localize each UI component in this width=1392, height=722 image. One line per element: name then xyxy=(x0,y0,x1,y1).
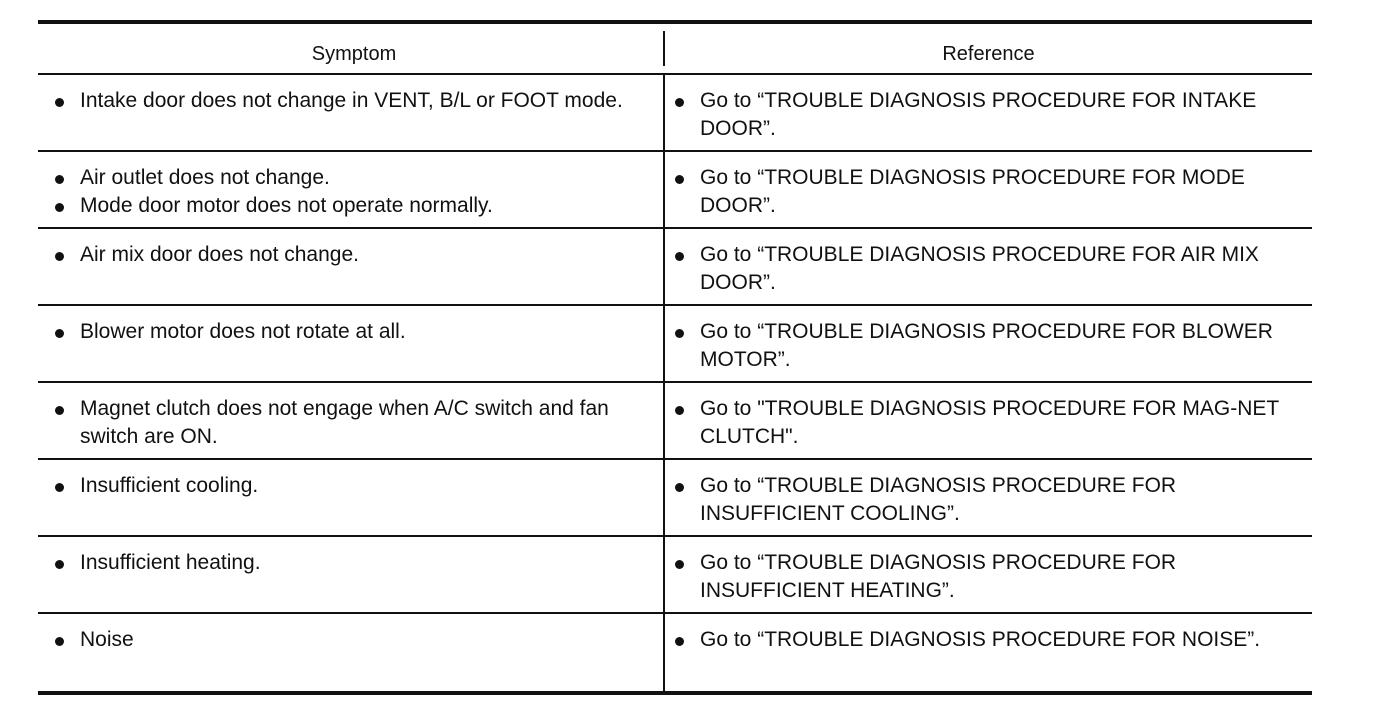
bullet-item xyxy=(55,241,653,269)
bullet-item xyxy=(675,395,1302,451)
bullet-icon xyxy=(55,406,64,415)
table-row xyxy=(38,614,1312,691)
reference-cell xyxy=(665,614,1312,691)
bullet-icon xyxy=(55,252,64,261)
reference-cell xyxy=(665,460,1312,535)
reference-text: Go to “TROUBLE DIAGNOSIS PROCEDURE FOR BLOWER MOTOR”. xyxy=(700,320,1273,371)
reference-text: Go to “TROUBLE DIAGNOSIS PROCEDURE FOR INSUFFICIENT HEATING”. xyxy=(700,551,1177,602)
table-header-row xyxy=(38,24,1312,75)
symptom-cell xyxy=(38,537,665,612)
bullet-icon xyxy=(675,406,684,415)
bullet-icon xyxy=(675,483,684,492)
bullet-item xyxy=(675,318,1302,374)
bullet-icon xyxy=(55,637,64,646)
symptom-text: Mode door motor does not operate normally. xyxy=(80,194,493,217)
reference-cell xyxy=(665,383,1312,458)
reference-cell xyxy=(665,229,1312,304)
bullet-item xyxy=(675,472,1302,528)
bullet-icon xyxy=(675,560,684,569)
symptom-text: Noise xyxy=(80,628,134,651)
bullet-icon xyxy=(675,637,684,646)
bullet-item xyxy=(675,241,1302,297)
bullet-item xyxy=(675,87,1302,143)
bullet-icon xyxy=(55,98,64,107)
bullet-icon xyxy=(675,329,684,338)
reference-text: Go to “TROUBLE DIAGNOSIS PROCEDURE FOR INSUFFICIENT COOLING”. xyxy=(700,474,1177,525)
table-row xyxy=(38,537,1312,614)
bullet-icon xyxy=(55,329,64,338)
bullet-item xyxy=(55,318,653,346)
table-row xyxy=(38,383,1312,460)
symptom-text: Insufficient heating. xyxy=(80,551,261,574)
bullet-icon xyxy=(675,252,684,261)
bullet-icon xyxy=(675,98,684,107)
bullet-item xyxy=(55,549,653,577)
reference-cell xyxy=(665,75,1312,150)
bullet-item xyxy=(55,87,653,115)
symptom-text: Intake door does not change in VENT, B/L or FOOT mode. xyxy=(80,89,623,112)
reference-cell xyxy=(665,152,1312,227)
reference-column-header: Reference xyxy=(942,43,1035,65)
symptom-cell xyxy=(38,152,665,227)
bullet-icon xyxy=(675,175,684,184)
bullet-icon xyxy=(55,175,64,184)
bullet-icon xyxy=(55,483,64,492)
table-row xyxy=(38,75,1312,152)
bullet-icon xyxy=(55,203,64,212)
symptom-reference-table xyxy=(38,20,1312,695)
bullet-item xyxy=(55,192,653,220)
reference-text: Go to “TROUBLE DIAGNOSIS PROCEDURE FOR INTAKE DOOR”. xyxy=(700,89,1257,140)
symptom-text: Magnet clutch does not engage when A/C switch and fan switch are ON. xyxy=(80,397,609,448)
bullet-item xyxy=(55,472,653,500)
symptom-text: Air outlet does not change. xyxy=(80,166,330,189)
symptom-text: Air mix door does not change. xyxy=(80,243,359,266)
reference-cell xyxy=(665,537,1312,612)
symptom-column-header: Symptom xyxy=(38,31,665,66)
table-row xyxy=(38,460,1312,537)
table-row xyxy=(38,229,1312,306)
table-row xyxy=(38,152,1312,229)
bullet-item xyxy=(675,164,1302,220)
table-bottom-rule xyxy=(38,691,1312,695)
symptom-cell xyxy=(38,460,665,535)
symptom-cell xyxy=(38,75,665,150)
table-body xyxy=(38,75,1312,691)
reference-text: Go to "TROUBLE DIAGNOSIS PROCEDURE FOR MAG-NET CLUTCH". xyxy=(700,397,1279,448)
bullet-item xyxy=(675,549,1302,605)
symptom-cell xyxy=(38,229,665,304)
bullet-icon xyxy=(55,560,64,569)
table-row xyxy=(38,306,1312,383)
bullet-item xyxy=(55,395,653,451)
reference-text: Go to “TROUBLE DIAGNOSIS PROCEDURE FOR AIR MIX DOOR”. xyxy=(700,243,1259,294)
symptom-text: Insufficient cooling. xyxy=(80,474,259,497)
symptom-cell xyxy=(38,306,665,381)
symptom-text: Blower motor does not rotate at all. xyxy=(80,320,406,343)
bullet-item xyxy=(55,164,653,192)
symptom-cell xyxy=(38,614,665,691)
reference-text: Go to “TROUBLE DIAGNOSIS PROCEDURE FOR NOISE”. xyxy=(700,628,1261,651)
reference-text: Go to “TROUBLE DIAGNOSIS PROCEDURE FOR MODE DOOR”. xyxy=(700,166,1245,217)
symptom-cell xyxy=(38,383,665,458)
bullet-item xyxy=(675,626,1302,654)
reference-cell xyxy=(665,306,1312,381)
bullet-item xyxy=(55,626,653,654)
